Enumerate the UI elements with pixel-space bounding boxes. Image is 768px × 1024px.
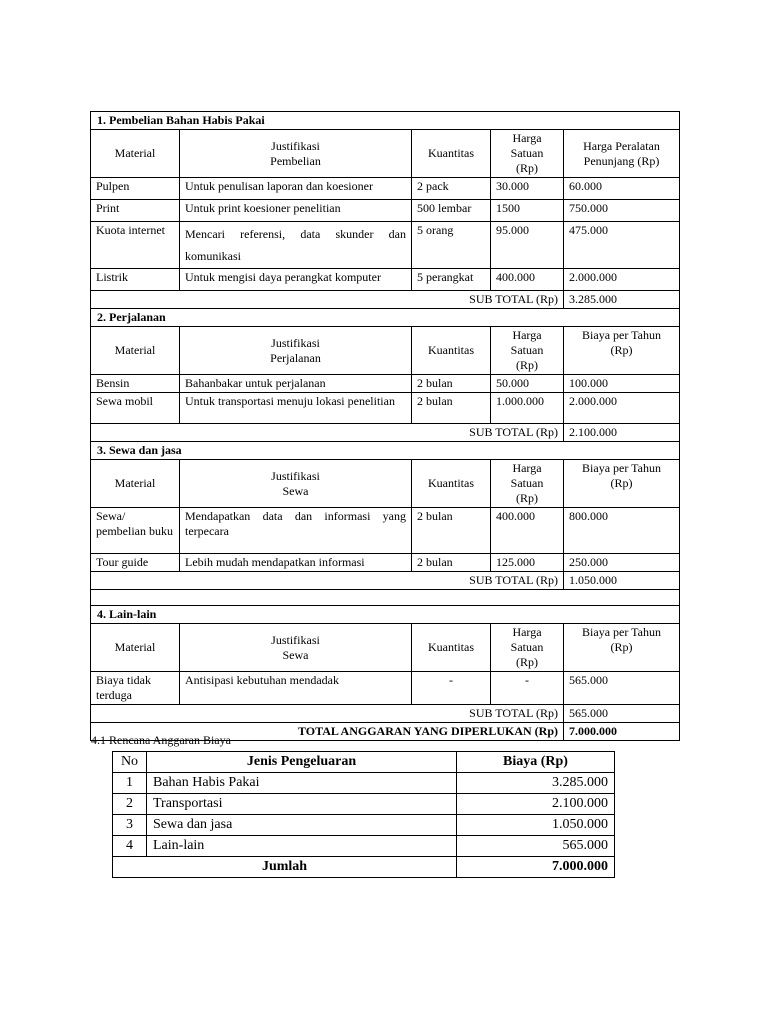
header-kuantitas: Kuantitas [412,327,491,375]
header-harga-satuan: Harga Satuan (Rp) [491,624,564,672]
header-kuantitas: Kuantitas [412,624,491,672]
cell-total: 60.000 [564,178,680,200]
summary-caption: 4.1 Rencana Anggaran Biaya [91,733,231,747]
summary-jenis: Bahan Habis Pakai [147,773,457,794]
header-justifikasi: Justifikasi Pembelian [180,130,412,178]
cell-justifikasi: Untuk penulisan laporan dan koesioner [180,178,412,200]
cell-justifikasi: Lebih mudah mendapatkan informasi [180,554,412,572]
table-header-row [91,130,680,178]
section-row [91,606,680,624]
cell-material: Print [91,200,180,222]
spacer-row [91,590,680,606]
grand-total-label: TOTAL ANGGARAN YANG DIPERLUKAN (Rp) [91,723,564,741]
cell-harga: 30.000 [491,178,564,200]
cell-total: 750.000 [564,200,680,222]
table-header-row [91,460,680,508]
subtotal-row [91,424,680,442]
header-material: Material [91,460,180,508]
cell-material: Kuota internet [91,222,180,269]
cell-harga: 400.000 [491,269,564,291]
cell-material: Pulpen [91,178,180,200]
summary-jenis: Transportasi [147,794,457,815]
cell-harga: - [491,672,564,705]
table-row [91,269,680,291]
subtotal-value: 3.285.000 [564,291,680,309]
spacer-cell [91,590,680,606]
header-kuantitas: Kuantitas [412,130,491,178]
cell-harga: 95.000 [491,222,564,269]
subtotal-value: 1.050.000 [564,572,680,590]
header-biaya: Biaya (Rp) [457,752,615,773]
table-row [91,178,680,200]
cell-material: Sewa mobil [91,393,180,424]
table-row [91,508,680,554]
header-no: No [113,752,147,773]
summary-row [113,794,615,815]
header-harga-satuan: Harga Satuan (Rp) [491,460,564,508]
summary-row [113,815,615,836]
section-title: 3. Sewa dan jasa [91,442,680,460]
subtotal-row [91,705,680,723]
cell-kuantitas: 2 bulan [412,375,491,393]
subtotal-row [91,572,680,590]
header-justifikasi: Justifikasi Perjalanan [180,327,412,375]
cell-harga: 125.000 [491,554,564,572]
summary-biaya: 565.000 [457,836,615,857]
cell-harga: 1500 [491,200,564,222]
subtotal-label: SUB TOTAL (Rp) [91,424,564,442]
header-harga-peralatan: Harga Peralatan Penunjang (Rp) [564,130,680,178]
cell-total: 2.000.000 [564,393,680,424]
cell-kuantitas: 5 perangkat [412,269,491,291]
header-material: Material [91,327,180,375]
section-title: 4. Lain-lain [91,606,680,624]
section-row [91,442,680,460]
summary-total-row [113,857,615,878]
cell-total: 565.000 [564,672,680,705]
cell-total: 475.000 [564,222,680,269]
summary-biaya: 2.100.000 [457,794,615,815]
section-row [91,309,680,327]
table-row [91,375,680,393]
summary-jenis: Sewa dan jasa [147,815,457,836]
header-harga-satuan: Harga Satuan (Rp) [491,327,564,375]
cell-justifikasi: Bahanbakar untuk perjalanan [180,375,412,393]
cell-justifikasi: Antisipasi kebutuhan mendadak [180,672,412,705]
summary-jenis: Lain-lain [147,836,457,857]
cell-material: Sewa/ pembelian buku [91,508,180,554]
summary-no: 1 [113,773,147,794]
subtotal-label: SUB TOTAL (Rp) [91,572,564,590]
header-justifikasi: Justifikasi Sewa [180,624,412,672]
cell-material: Listrik [91,269,180,291]
cell-justifikasi: Untuk print koesioner penelitian [180,200,412,222]
cell-material: Tour guide [91,554,180,572]
table-header-row [91,624,680,672]
summary-no: 3 [113,815,147,836]
table-row [91,200,680,222]
subtotal-value: 2.100.000 [564,424,680,442]
section-row [91,112,680,130]
header-material: Material [91,130,180,178]
summary-no: 2 [113,794,147,815]
subtotal-value: 565.000 [564,705,680,723]
cell-total: 100.000 [564,375,680,393]
table-row [91,393,680,424]
cell-harga: 50.000 [491,375,564,393]
table-header-row [91,327,680,375]
cell-material: Biaya tidak terduga [91,672,180,705]
section-title: 2. Perjalanan [91,309,680,327]
table-row [91,554,680,572]
cell-kuantitas: 2 bulan [412,508,491,554]
header-biaya-per-tahun: Biaya per Tahun (Rp) [564,327,680,375]
cell-kuantitas: 2 bulan [412,554,491,572]
cell-justifikasi: Untuk mengisi daya perangkat komputer [180,269,412,291]
summary-biaya: 1.050.000 [457,815,615,836]
header-harga-satuan: Harga Satuan (Rp) [491,130,564,178]
summary-no: 4 [113,836,147,857]
cell-kuantitas: 5 orang [412,222,491,269]
cell-justifikasi: Untuk transportasi menuju lokasi penelitian [180,393,412,424]
cell-harga: 400.000 [491,508,564,554]
table-row [91,672,680,705]
cell-kuantitas: 500 lembar [412,200,491,222]
header-kuantitas: Kuantitas [412,460,491,508]
cell-total: 2.000.000 [564,269,680,291]
cell-kuantitas: 2 pack [412,178,491,200]
cell-harga: 1.000.000 [491,393,564,424]
summary-total-value: 7.000.000 [457,857,615,878]
subtotal-label: SUB TOTAL (Rp) [91,291,564,309]
cell-material: Bensin [91,375,180,393]
header-material: Material [91,624,180,672]
subtotal-label: SUB TOTAL (Rp) [91,705,564,723]
summary-table [112,751,615,878]
cell-justifikasi: Mendapatkan data dan informasi yang terpecara [180,508,412,554]
summary-biaya: 3.285.000 [457,773,615,794]
grand-total-value: 7.000.000 [564,723,680,741]
header-biaya-per-tahun: Biaya per Tahun (Rp) [564,460,680,508]
cell-total: 800.000 [564,508,680,554]
header-jenis: Jenis Pengeluaran [147,752,457,773]
summary-row [113,836,615,857]
cell-total: 250.000 [564,554,680,572]
cell-kuantitas: 2 bulan [412,393,491,424]
summary-header-row [113,752,615,773]
cell-justifikasi: Mencari referensi, data skunder dan komunikasi [180,222,412,269]
header-justifikasi: Justifikasi Sewa [180,460,412,508]
summary-row [113,773,615,794]
section-title: 1. Pembelian Bahan Habis Pakai [91,112,680,130]
summary-total-label: Jumlah [113,857,457,878]
budget-detail-table [90,111,680,741]
header-biaya-per-tahun: Biaya per Tahun (Rp) [564,624,680,672]
subtotal-row [91,291,680,309]
table-row [91,222,680,269]
cell-kuantitas: - [412,672,491,705]
